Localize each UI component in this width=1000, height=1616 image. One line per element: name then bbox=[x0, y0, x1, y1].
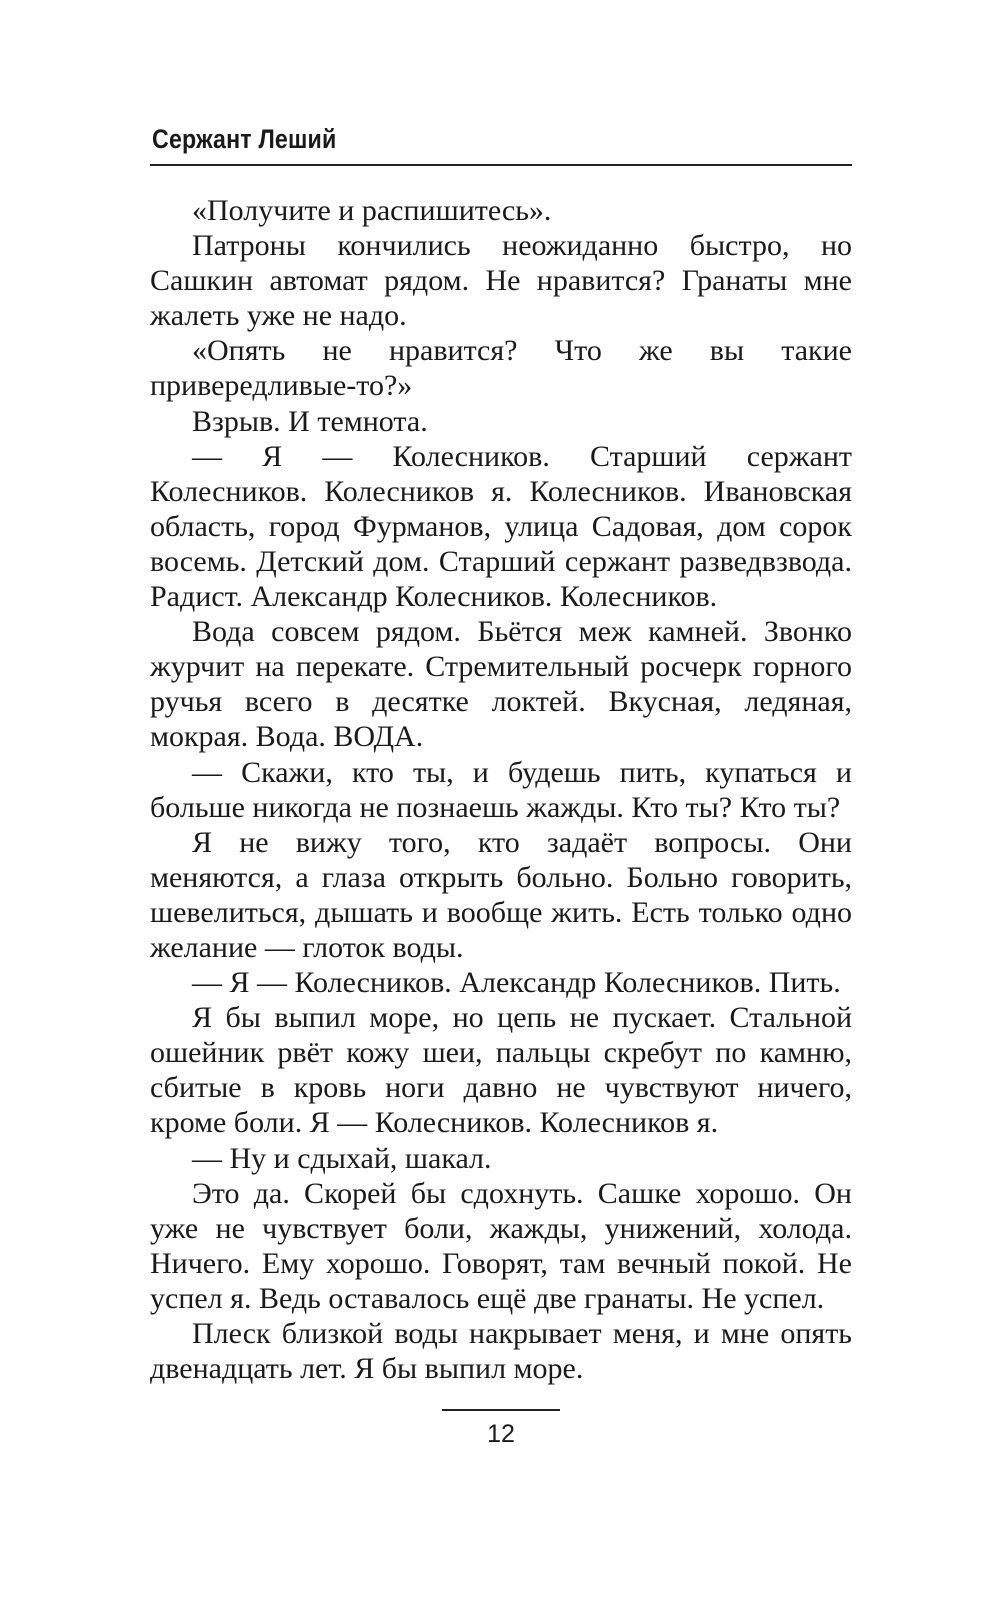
paragraph: — Ну и сдыхай, шакал. bbox=[192, 1141, 492, 1175]
page-number: 12 bbox=[487, 1420, 515, 1448]
paragraph: Это да. Скорей бы сдохнуть. Сашке хорошо. Он уже не чувствует боли, жажды, унижений, холода. Ничего. Ему хорошо. Говорят, там вечный покой. Не успел я. Ведь оставалось ещё две гранаты. Не успел. bbox=[150, 1176, 852, 1315]
paragraph: «Опять не нравится? Что же вы такие привередливые-то?» bbox=[150, 334, 852, 403]
paragraph: Плеск близкой воды накрывает меня, и мне опять двенадцать лет. Я бы выпил море. bbox=[150, 1317, 852, 1386]
paragraph: — Я — Колесников. Старший сержант Колесников. Колесников я. Колесников. Ивановская область, город Фурманов, улица Садовая, дом сорок восемь. Детский дом. Старший сержант разведвзвода. Радист. Александр Колесников. Колесников. bbox=[150, 439, 852, 614]
paragraph: «Получите и распишитесь». bbox=[192, 194, 552, 227]
paragraph: Вода совсем рядом. Бьётся меж камней. Звонко журчит на перекате. Стремительный росчерк горного ручья всего в десятке локтей. Вкусная, ледяная, мокрая. Вода. ВОДА. bbox=[150, 615, 852, 754]
paragraph: Я бы выпил море, но цепь не пускает. Стальной ошейник рвёт кожу шеи, пальцы скребут по камню, сбитые в кровь ноги давно не чувствуют ничего, кроме боли. Я — Колесников. Колесников я. bbox=[150, 1001, 852, 1140]
running-head-title: Сержант Леший bbox=[152, 124, 337, 154]
paragraph: — Я — Колесников. Александр Колесников. Пить. bbox=[192, 966, 841, 1000]
footer-divider bbox=[442, 1409, 560, 1411]
page-body bbox=[150, 193, 852, 1386]
paragraph: Взрыв. И темнота. bbox=[192, 404, 428, 438]
paragraph: — Скажи, кто ты, и будешь пить, купаться и больше никогда не познаешь жажды. Кто ты? Кто ты? bbox=[150, 755, 852, 824]
paragraph: Патроны кончились неожиданно быстро, но Сашкин автомат рядом. Не нравится? Гранаты мне жалеть уже не надо. bbox=[150, 229, 852, 333]
paragraph: Я не вижу того, кто задаёт вопросы. Они меняются, а глаза открыть больно. Больно говорить, шевелиться, дышать и вообще жить. Есть только одно желание — глоток воды. bbox=[150, 825, 852, 964]
header-divider bbox=[150, 164, 852, 166]
